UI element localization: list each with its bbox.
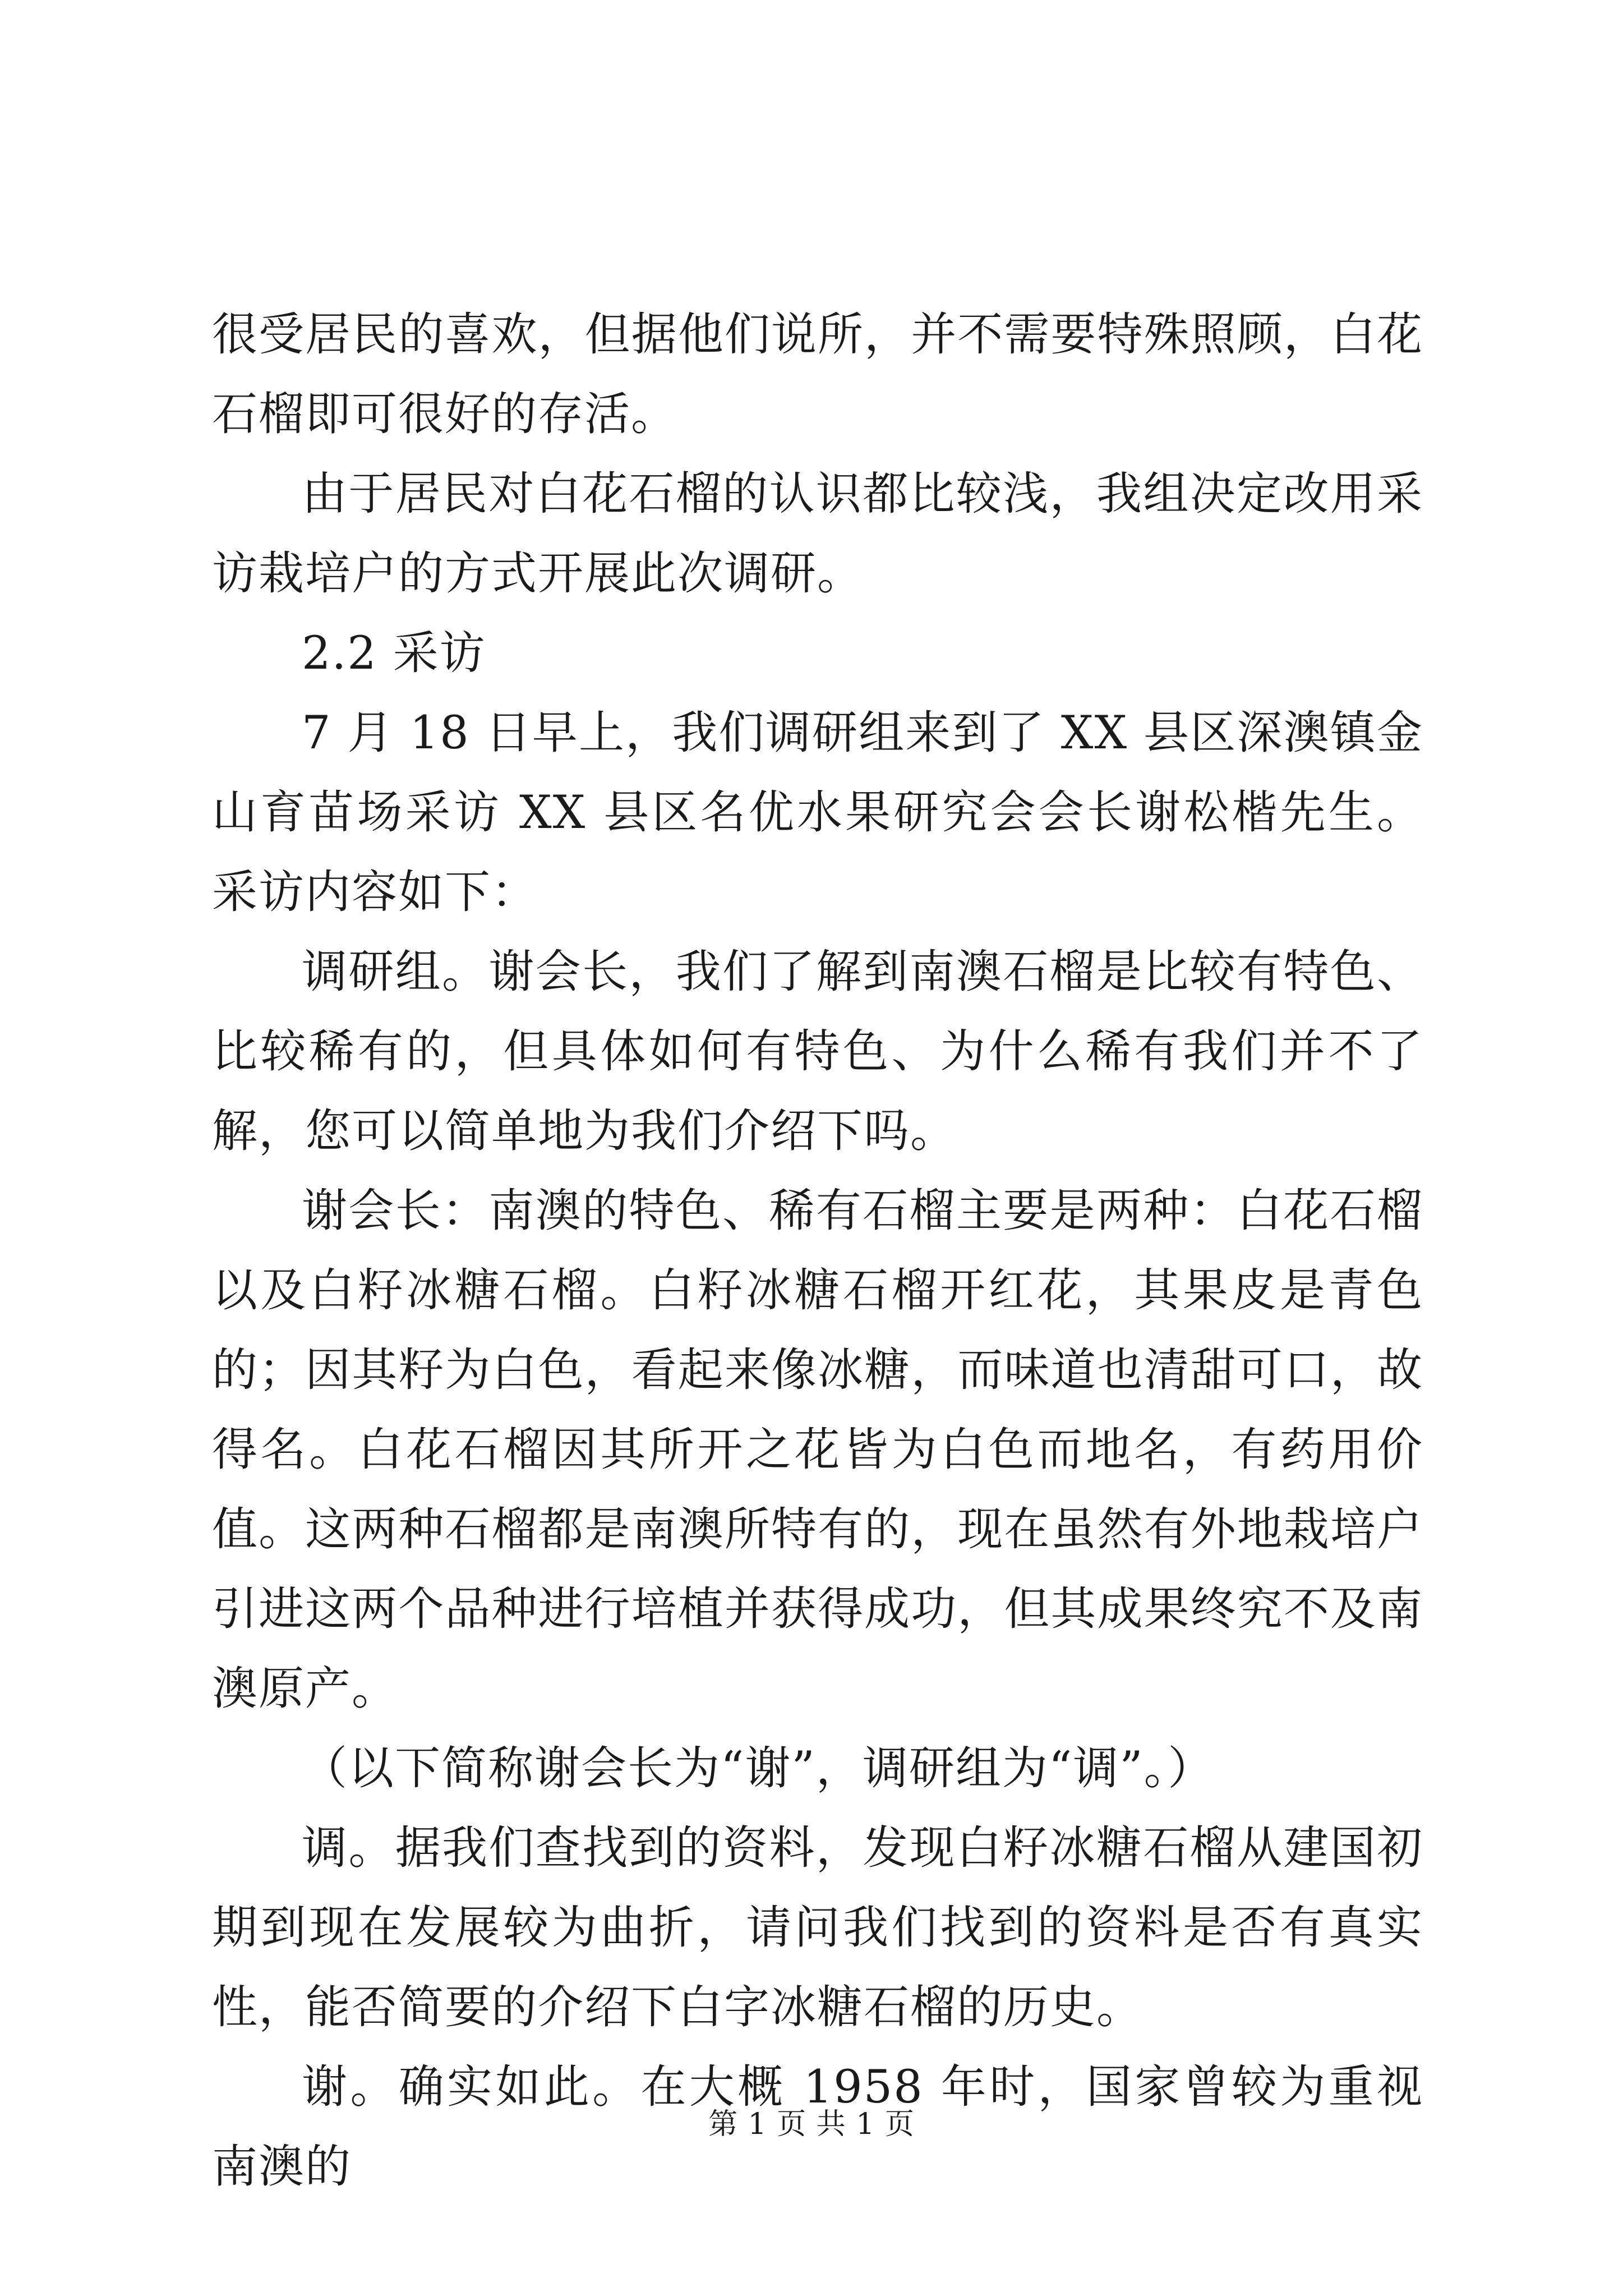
paragraph: 谢会长：南澳的特色、稀有石榴主要是两种：白花石榴以及白籽冰糖石榴。白籽冰糖石榴开红花，其果皮是青色的；因其籽为白色，看起来像冰糖，而味道也清甜可口，故得名。白花石榴因其所开之花皆为白色而地名，有药用价值。这两种石榴都是南澳所特有的，现在虽然有外地栽培户引进这两个品种进行培植并获得成功，但其成果终究不及南澳原产。 — [212, 1185, 1423, 1715]
page-footer: 第 1 页 共 1 页 — [708, 2108, 915, 2141]
paragraph-continued: 很受居民的喜欢，但据他们说所，并不需要特殊照顾，白花石榴即可很好的存活。 — [212, 309, 1423, 441]
section-heading: 2.2 采访 — [302, 627, 486, 680]
paragraph: 7 月 18 日早上，我们调研组来到了 XX 县区深澳镇金山育苗场采访 XX 县区名优水果研究会会长谢松楷先生。采访内容如下： — [212, 707, 1423, 919]
document-body — [212, 295, 1423, 2207]
paragraph: 谢。确实如此。在大概 1958 年时，国家曾较为重视南澳的 — [212, 2061, 1423, 2193]
paragraph-note: （以下简称谢会长为“谢”，调研组为“调”。） — [302, 1742, 1215, 1795]
paragraph: 调。据我们查找到的资料，发现白籽冰糖石榴从建国初期到现在发展较为曲折，请问我们找到的资料是否有真实性，能否简要的介绍下白字冰糖石榴的历史。 — [212, 1822, 1423, 2034]
paragraph: 调研组。谢会长，我们了解到南澳石榴是比较有特色、比较稀有的，但具体如何有特色、为什么稀有我们并不了解，您可以简单地为我们介绍下吗。 — [212, 946, 1423, 1158]
paragraph: 由于居民对白花石榴的认识都比较浅，我组决定改用采访栽培户的方式开展此次调研。 — [212, 468, 1423, 600]
